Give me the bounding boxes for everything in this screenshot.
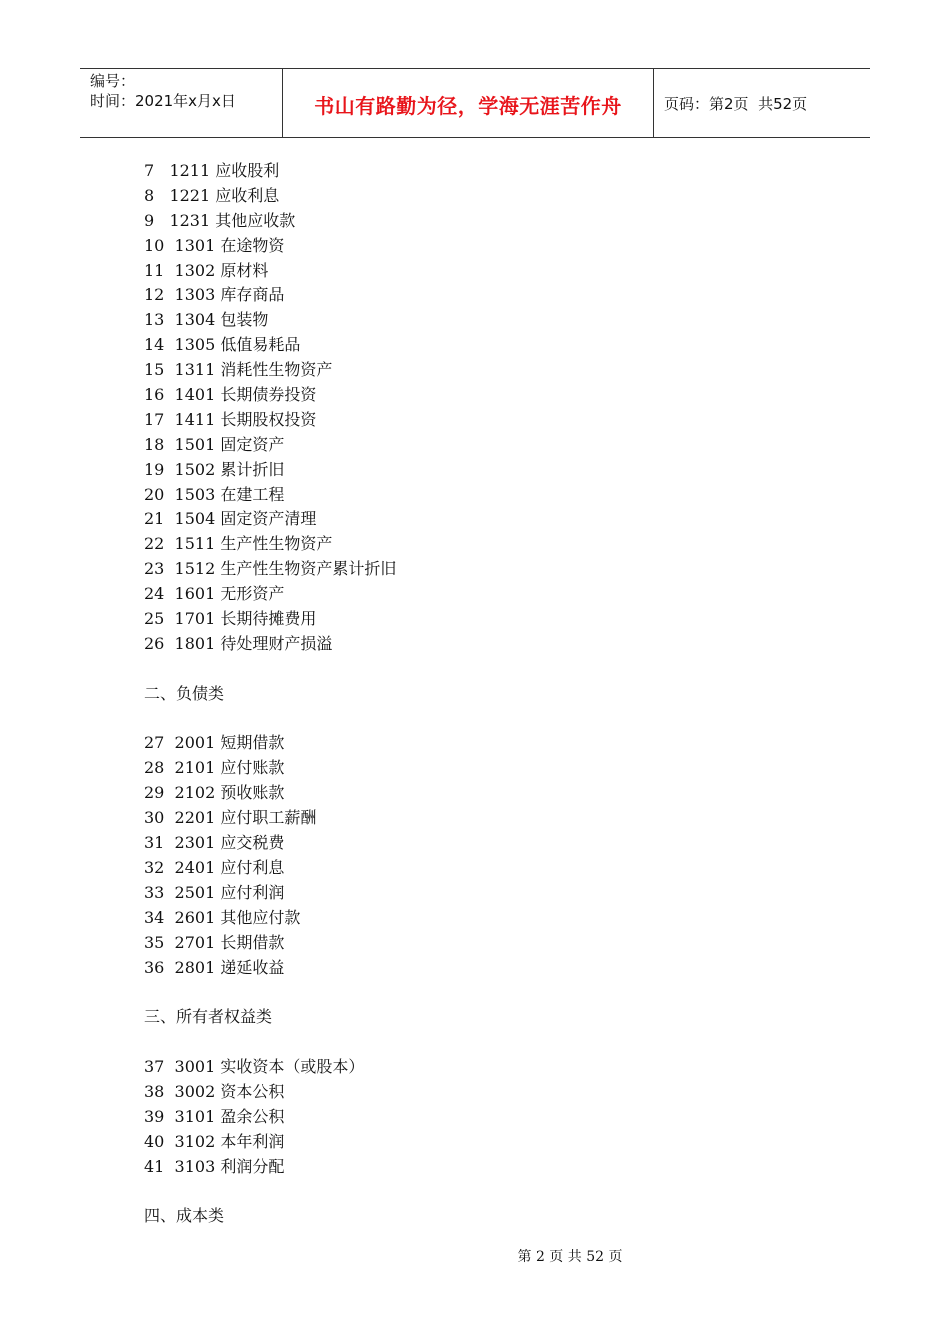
account-line: 20 1503 在建工程 xyxy=(144,484,285,504)
account-line: 28 2101 应付账款 xyxy=(144,758,285,778)
account-line: 30 2201 应付职工薪酬 xyxy=(144,808,317,828)
blank-line xyxy=(144,707,844,732)
page-footer: 第 2 页 共 52 页 xyxy=(517,1249,623,1265)
account-line: 9 1231 其他应收款 xyxy=(144,210,296,230)
account-line: 11 1302 原材料 xyxy=(144,260,269,280)
header-page-label: 页码：第2页 共52页 xyxy=(664,94,808,113)
account-line: 40 3102 本年利润 xyxy=(144,1131,285,1151)
account-line: 35 2701 长期借款 xyxy=(144,932,285,952)
account-line: 34 2601 其他应付款 xyxy=(144,907,301,927)
account-line: 8 1221 应收利息 xyxy=(144,185,280,205)
account-line: 26 1801 待处理财产损溢 xyxy=(144,633,333,653)
account-line: 38 3002 资本公积 xyxy=(144,1081,285,1101)
account-line: 7 1211 应收股利 xyxy=(144,161,280,180)
blank-line xyxy=(144,980,844,1005)
account-line: 19 1502 累计折旧 xyxy=(144,459,285,479)
page-header xyxy=(80,68,870,138)
account-line: 15 1311 消耗性生物资产 xyxy=(144,360,333,380)
account-line: 22 1511 生产性生物资产 xyxy=(144,534,333,554)
account-line: 25 1701 长期待摊费用 xyxy=(144,609,317,629)
document-time-label: 时间：2021年x月x日 xyxy=(90,92,236,110)
account-line: 36 2801 递延收益 xyxy=(144,957,285,977)
account-line: 37 3001 实收资本（或股本） xyxy=(144,1057,365,1077)
account-line: 32 2401 应付利息 xyxy=(144,857,285,877)
motto-text: 书山有路勤为径，学海无涯苦作舟 xyxy=(314,93,622,118)
section-heading: 三、所有者权益类 xyxy=(144,1007,273,1027)
account-line: 12 1303 库存商品 xyxy=(144,285,285,305)
blank-line xyxy=(144,657,844,682)
account-line: 24 1601 无形资产 xyxy=(144,584,285,604)
account-line: 21 1504 固定资产清理 xyxy=(144,509,317,529)
account-line: 14 1305 低值易耗品 xyxy=(144,335,301,355)
account-line: 23 1512 生产性生物资产累计折旧 xyxy=(144,559,397,579)
blank-line xyxy=(144,1180,844,1205)
account-line: 27 2001 短期借款 xyxy=(144,733,285,753)
section-heading: 二、负债类 xyxy=(144,683,225,703)
account-line: 39 3101 盈余公积 xyxy=(144,1106,285,1126)
header-page-cell xyxy=(654,69,870,137)
document-number-label: 编号： xyxy=(90,72,136,90)
section-heading: 四、成本类 xyxy=(144,1206,225,1226)
blank-line xyxy=(144,1030,844,1055)
account-line: 33 2501 应付利润 xyxy=(144,882,285,902)
account-line: 10 1301 在途物资 xyxy=(144,235,285,255)
header-motto-cell xyxy=(282,69,654,137)
account-line: 17 1411 长期股权投资 xyxy=(144,409,317,429)
header-info-cell xyxy=(80,69,282,137)
account-line: 41 3103 利润分配 xyxy=(144,1156,285,1176)
account-line: 16 1401 长期债券投资 xyxy=(144,385,317,405)
account-list xyxy=(144,159,844,1229)
account-line: 18 1501 固定资产 xyxy=(144,434,285,454)
account-line: 31 2301 应交税费 xyxy=(144,833,285,853)
account-line: 29 2102 预收账款 xyxy=(144,783,285,803)
account-line: 13 1304 包装物 xyxy=(144,310,269,330)
